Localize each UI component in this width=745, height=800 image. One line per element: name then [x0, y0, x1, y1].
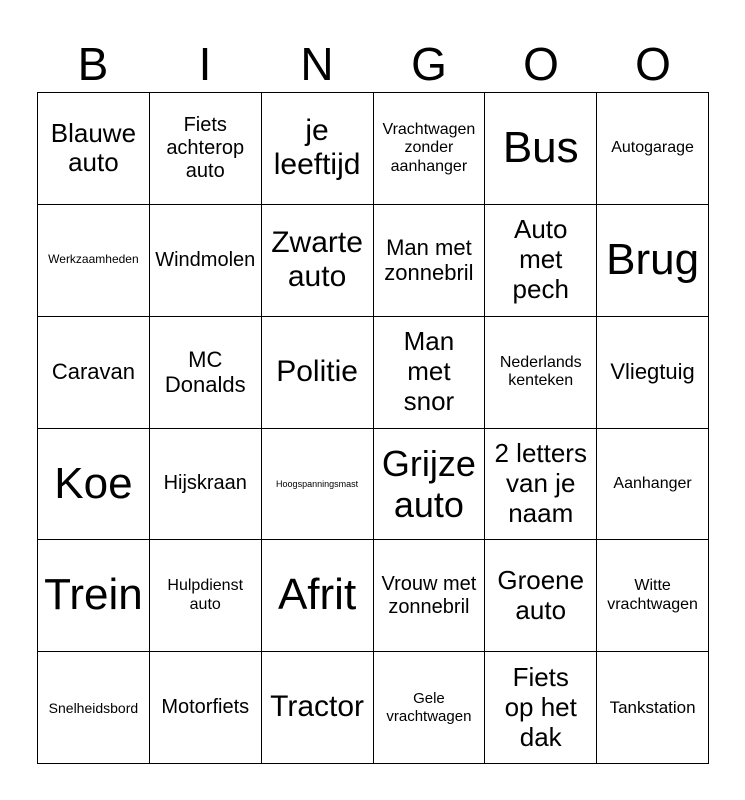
cell-label: Hulpdienst auto	[167, 577, 244, 613]
cell-label: Politie	[276, 354, 358, 388]
header-letter-o-2: O	[635, 38, 671, 90]
cell-label: Hoogspanningsmast	[276, 478, 359, 489]
bingo-cell[interactable]	[262, 429, 374, 541]
bingo-cell[interactable]	[597, 93, 709, 205]
cell-label: Brug	[606, 234, 700, 284]
cell-label: Autogarage	[611, 139, 694, 157]
cell-label: Vliegtuig	[610, 359, 695, 385]
bingo-cell[interactable]	[374, 429, 486, 541]
bingo-cell[interactable]	[38, 429, 150, 541]
cell-label: Afrit	[277, 570, 357, 620]
cell-label: Motorfiets	[161, 696, 250, 719]
cell-label: Vrouw met zonnebril	[381, 572, 477, 618]
bingo-cell[interactable]	[150, 93, 262, 205]
bingo-cell[interactable]	[38, 205, 150, 317]
cell-label: Bus	[502, 123, 579, 173]
cell-label: Tractor	[270, 690, 365, 724]
bingo-cell[interactable]	[150, 205, 262, 317]
cell-label: Koe	[54, 458, 133, 508]
cell-label: Auto met pech	[512, 214, 569, 305]
bingo-cell[interactable]	[374, 652, 486, 764]
cell-label: Blauwe auto	[50, 117, 137, 178]
bingo-cell[interactable]	[262, 540, 374, 652]
header-letter-n: N	[300, 38, 334, 90]
cell-label: Groene auto	[497, 564, 585, 625]
bingo-cell[interactable]	[262, 652, 374, 764]
bingo-cell[interactable]	[597, 652, 709, 764]
cell-label: Trein	[44, 570, 143, 620]
cell-label: Vrachtwagen zonder aanhanger	[382, 120, 476, 175]
bingo-cell[interactable]	[150, 317, 262, 429]
cell-label: Fiets achterop auto	[166, 113, 245, 182]
cell-label: Gele vrachtwagen	[386, 690, 472, 725]
cell-label: je leeftijd	[273, 113, 361, 182]
bingo-cell[interactable]	[597, 429, 709, 541]
bingo-cell[interactable]	[38, 317, 150, 429]
bingo-card	[37, 92, 709, 764]
bingo-cell[interactable]	[262, 93, 374, 205]
bingo-cell[interactable]	[150, 652, 262, 764]
bingo-cell[interactable]	[38, 540, 150, 652]
bingo-cell[interactable]	[485, 205, 597, 317]
header-letter-o: O	[523, 38, 559, 90]
cell-label: Fiets op het dak	[504, 661, 577, 752]
cell-label: Man met zonnebril	[384, 234, 474, 286]
bingo-cell[interactable]	[485, 317, 597, 429]
cell-label: Caravan	[51, 359, 135, 385]
cell-label: Nederlands kenteken	[499, 353, 582, 390]
bingo-cell[interactable]	[262, 205, 374, 317]
bingo-cell[interactable]	[150, 540, 262, 652]
cell-label: Windmolen	[155, 248, 256, 271]
bingo-cell[interactable]	[485, 93, 597, 205]
bingo-cell[interactable]	[374, 540, 486, 652]
cell-label: 2 letters van je naam	[494, 438, 587, 528]
cell-label: Hijskraan	[163, 472, 247, 495]
cell-label: Witte vrachtwagen	[607, 577, 698, 613]
bingo-cell[interactable]	[597, 317, 709, 429]
bingo-cell[interactable]	[38, 93, 150, 205]
cell-label: Aanhanger	[613, 474, 692, 492]
bingo-cell[interactable]	[485, 540, 597, 652]
cell-label: Tankstation	[609, 697, 696, 717]
bingo-header	[37, 36, 709, 92]
bingo-cell[interactable]	[597, 205, 709, 317]
cell-label: Snelheidsbord	[48, 699, 139, 716]
bingo-cell[interactable]	[485, 429, 597, 541]
cell-label: Man met snor	[403, 326, 455, 417]
header-letter-g: G	[411, 38, 447, 90]
bingo-cell[interactable]	[374, 205, 486, 317]
bingo-cell[interactable]	[374, 317, 486, 429]
cell-label: Werkzaamheden	[48, 252, 139, 267]
cell-label: Zwarte auto	[271, 225, 363, 294]
bingo-cell[interactable]	[150, 429, 262, 541]
cell-label: Grijze auto	[381, 442, 476, 525]
bingo-cell[interactable]	[374, 93, 486, 205]
bingo-cell[interactable]	[262, 317, 374, 429]
header-letter-b: B	[77, 38, 109, 90]
bingo-cell[interactable]	[485, 652, 597, 764]
bingo-cell[interactable]	[597, 540, 709, 652]
header-letter-i: I	[198, 38, 212, 90]
cell-label: MC Donalds	[164, 346, 246, 398]
bingo-cell[interactable]	[38, 652, 150, 764]
